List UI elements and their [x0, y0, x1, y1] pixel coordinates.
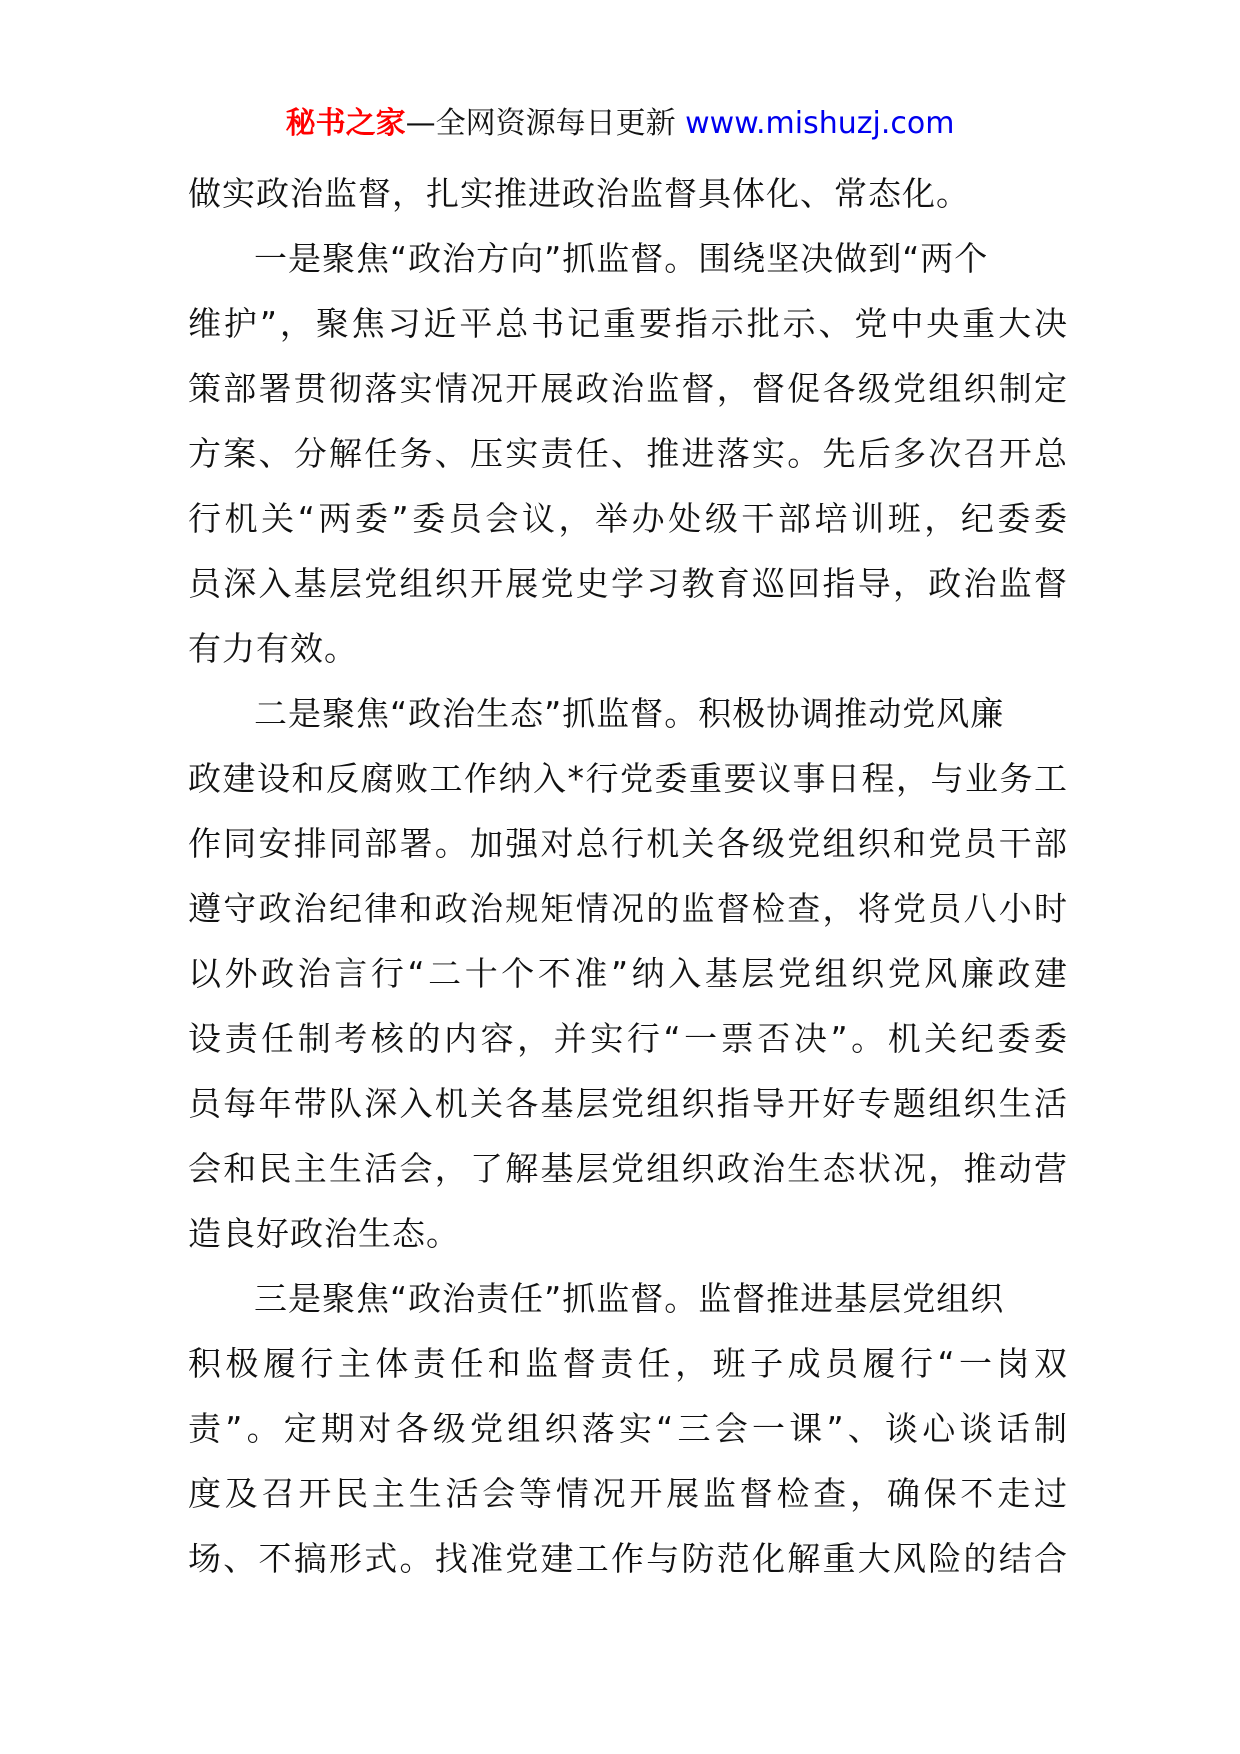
text-line: 政建设和反腐败工作纳入*行党委重要议事日程，与业务工 [188, 759, 1068, 798]
header-url-link[interactable]: www.mishuzj.com [685, 106, 955, 141]
text-line: 场、不搞形式。找准党建工作与防范化解重大风险的结合 [188, 1539, 1068, 1578]
text-line: 遵守政治纪律和政治规矩情况的监督检查，将党员八小时 [188, 889, 1068, 928]
header-brand: 秘书之家 [285, 106, 406, 141]
text-line: 策部署贯彻落实情况开展政治监督，督促各级党组织制定 [188, 369, 1068, 408]
paragraph-first-line: 二是聚焦“政治生态”抓监督。积极协调推动党风廉 [254, 694, 1005, 733]
text-line: 设责任制考核的内容，并实行“一票否决”。机关纪委委 [188, 1019, 1068, 1058]
text-line: 造良好政治生态。 [188, 1214, 460, 1253]
text-line: 会和民主生活会，了解基层党组织政治生态状况，推动营 [188, 1149, 1068, 1188]
paragraph-first-line: 一是聚焦“政治方向”抓监督。围绕坚决做到“两个 [254, 239, 989, 278]
text-line: 以外政治言行“二十个不准”纳入基层党组织党风廉政建 [188, 954, 1068, 993]
page-header [0, 100, 1240, 148]
text-line: 有力有效。 [188, 629, 358, 668]
text-line: 行机关“两委”委员会议，举办处级干部培训班，纪委委 [188, 499, 1068, 538]
text-line: 维护”，聚焦习近平总书记重要指示批示、党中央重大决 [188, 304, 1068, 343]
document-body [188, 161, 1068, 1591]
text-line: 作同安排同部署。加强对总行机关各级党组织和党员干部 [188, 824, 1068, 863]
text-line: 员每年带队深入机关各基层党组织指导开好专题组织生活 [188, 1084, 1068, 1123]
text-line: 方案、分解任务、压实责任、推进落实。先后多次召开总 [188, 434, 1068, 473]
text-line: 做实政治监督，扎实推进政治监督具体化、常态化。 [188, 174, 970, 213]
header-slogan: —全网资源每日更新 [405, 106, 676, 141]
text-line: 责”。定期对各级党组织落实“三会一课”、谈心谈话制 [188, 1409, 1068, 1448]
text-line: 度及召开民主生活会等情况开展监督检查，确保不走过 [188, 1474, 1068, 1513]
text-line: 积极履行主体责任和监督责任，班子成员履行“一岗双 [188, 1344, 1068, 1383]
paragraph-first-line: 三是聚焦“政治责任”抓监督。监督推进基层党组织 [254, 1279, 1005, 1318]
text-line: 员深入基层党组织开展党史学习教育巡回指导，政治监督 [188, 564, 1068, 603]
